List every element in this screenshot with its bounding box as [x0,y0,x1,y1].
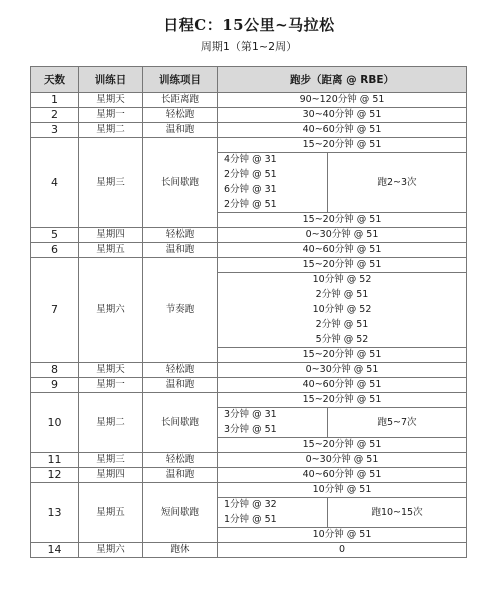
workout-type-cell: 长距离跑 [143,93,218,108]
pace-cell: 40~60分钟 @ 51 [218,243,467,258]
table-row [31,393,467,408]
pace-cell: 0 [218,543,467,558]
repeat-cell: 跑10~15次 [328,498,467,528]
weekday-cell: 星期天 [79,93,143,108]
workout-type-cell: 温和跑 [143,243,218,258]
weekday-cell: 星期三 [79,138,143,228]
day-number: 6 [31,243,79,258]
page-subtitle: 周期1（第1~2周） [200,40,298,53]
header-item: 训练项目 [143,67,218,93]
interval-step-cell: 2分钟 @ 51 [218,198,328,213]
day-number: 8 [31,363,79,378]
workout-type-cell: 长间歇跑 [143,393,218,453]
weekday-cell: 星期五 [79,483,143,543]
table-row [31,363,467,378]
interval-step-cell: 3分钟 @ 51 [218,423,328,438]
weekday-cell: 星期六 [79,543,143,558]
pace-cell: 90~120分钟 @ 51 [218,93,467,108]
table-row [31,453,467,468]
workout-type-cell: 长间歇跑 [143,138,218,228]
tempo-step-cell: 2分钟 @ 51 [218,288,467,303]
weekday-cell: 星期六 [79,258,143,363]
workout-type-cell: 短间歇跑 [143,483,218,543]
table-row [31,258,467,273]
repeat-cell: 跑5~7次 [328,408,467,438]
interval-step-cell: 2分钟 @ 51 [218,168,328,183]
tempo-step-cell: 15~20分钟 @ 51 [218,348,467,363]
table-row [31,123,467,138]
weekday-cell: 星期天 [79,363,143,378]
day-number: 3 [31,123,79,138]
day-number: 11 [31,453,79,468]
tempo-step-cell: 15~20分钟 @ 51 [218,258,467,273]
workout-type-cell: 轻松跑 [143,363,218,378]
warmup-cell: 10分钟 @ 51 [218,483,467,498]
interval-step-cell: 3分钟 @ 31 [218,408,328,423]
table-row [31,468,467,483]
day-number: 12 [31,468,79,483]
interval-step-cell: 1分钟 @ 51 [218,513,328,528]
day-number: 9 [31,378,79,393]
warmup-cell: 15~20分钟 @ 51 [218,393,467,408]
pace-cell: 40~60分钟 @ 51 [218,123,467,138]
workout-type-cell: 跑休 [143,543,218,558]
table-row [31,243,467,258]
table-row [31,138,467,153]
workout-type-cell: 轻松跑 [143,228,218,243]
day-number: 13 [31,483,79,543]
table-row [31,93,467,108]
tempo-step-cell: 2分钟 @ 51 [218,318,467,333]
page-title: 日程C：15公里~马拉松 [163,16,335,34]
table-row [31,108,467,123]
table-header-row [31,67,467,93]
cooldown-cell: 15~20分钟 @ 51 [218,213,467,228]
weekday-cell: 星期五 [79,243,143,258]
cooldown-cell: 10分钟 @ 51 [218,528,467,543]
interval-step-cell: 4分钟 @ 31 [218,153,328,168]
pace-cell: 0~30分钟 @ 51 [218,363,467,378]
tempo-step-cell: 10分钟 @ 52 [218,303,467,318]
repeat-cell: 跑2~3次 [328,153,467,213]
tempo-step-cell: 10分钟 @ 52 [218,273,467,288]
warmup-cell: 15~20分钟 @ 51 [218,138,467,153]
table-row [31,543,467,558]
pace-cell: 0~30分钟 @ 51 [218,453,467,468]
pace-cell: 40~60分钟 @ 51 [218,468,467,483]
day-number: 10 [31,393,79,453]
table-row [31,378,467,393]
workout-type-cell: 温和跑 [143,468,218,483]
header-train-day: 训练日 [79,67,143,93]
day-number: 7 [31,258,79,363]
table-row [31,483,467,498]
day-number: 5 [31,228,79,243]
weekday-cell: 星期四 [79,468,143,483]
weekday-cell: 星期三 [79,453,143,468]
weekday-cell: 星期一 [79,378,143,393]
day-number: 2 [31,108,79,123]
day-number: 4 [31,138,79,228]
header-day: 天数 [31,67,79,93]
weekday-cell: 星期一 [79,108,143,123]
day-number: 1 [31,93,79,108]
workout-type-cell: 节奏跑 [143,258,218,363]
weekday-cell: 星期四 [79,228,143,243]
workout-type-cell: 轻松跑 [143,108,218,123]
pace-cell: 30~40分钟 @ 51 [218,108,467,123]
training-schedule-table [30,66,467,558]
interval-step-cell: 6分钟 @ 31 [218,183,328,198]
table-row [31,228,467,243]
tempo-step-cell: 5分钟 @ 52 [218,333,467,348]
day-number: 14 [31,543,79,558]
weekday-cell: 星期二 [79,393,143,453]
cooldown-cell: 15~20分钟 @ 51 [218,438,467,453]
workout-type-cell: 温和跑 [143,378,218,393]
header-pace: 跑步（距离 @ RBE） [218,67,467,93]
interval-step-cell: 1分钟 @ 32 [218,498,328,513]
pace-cell: 0~30分钟 @ 51 [218,228,467,243]
pace-cell: 40~60分钟 @ 51 [218,378,467,393]
weekday-cell: 星期二 [79,123,143,138]
workout-type-cell: 温和跑 [143,123,218,138]
workout-type-cell: 轻松跑 [143,453,218,468]
